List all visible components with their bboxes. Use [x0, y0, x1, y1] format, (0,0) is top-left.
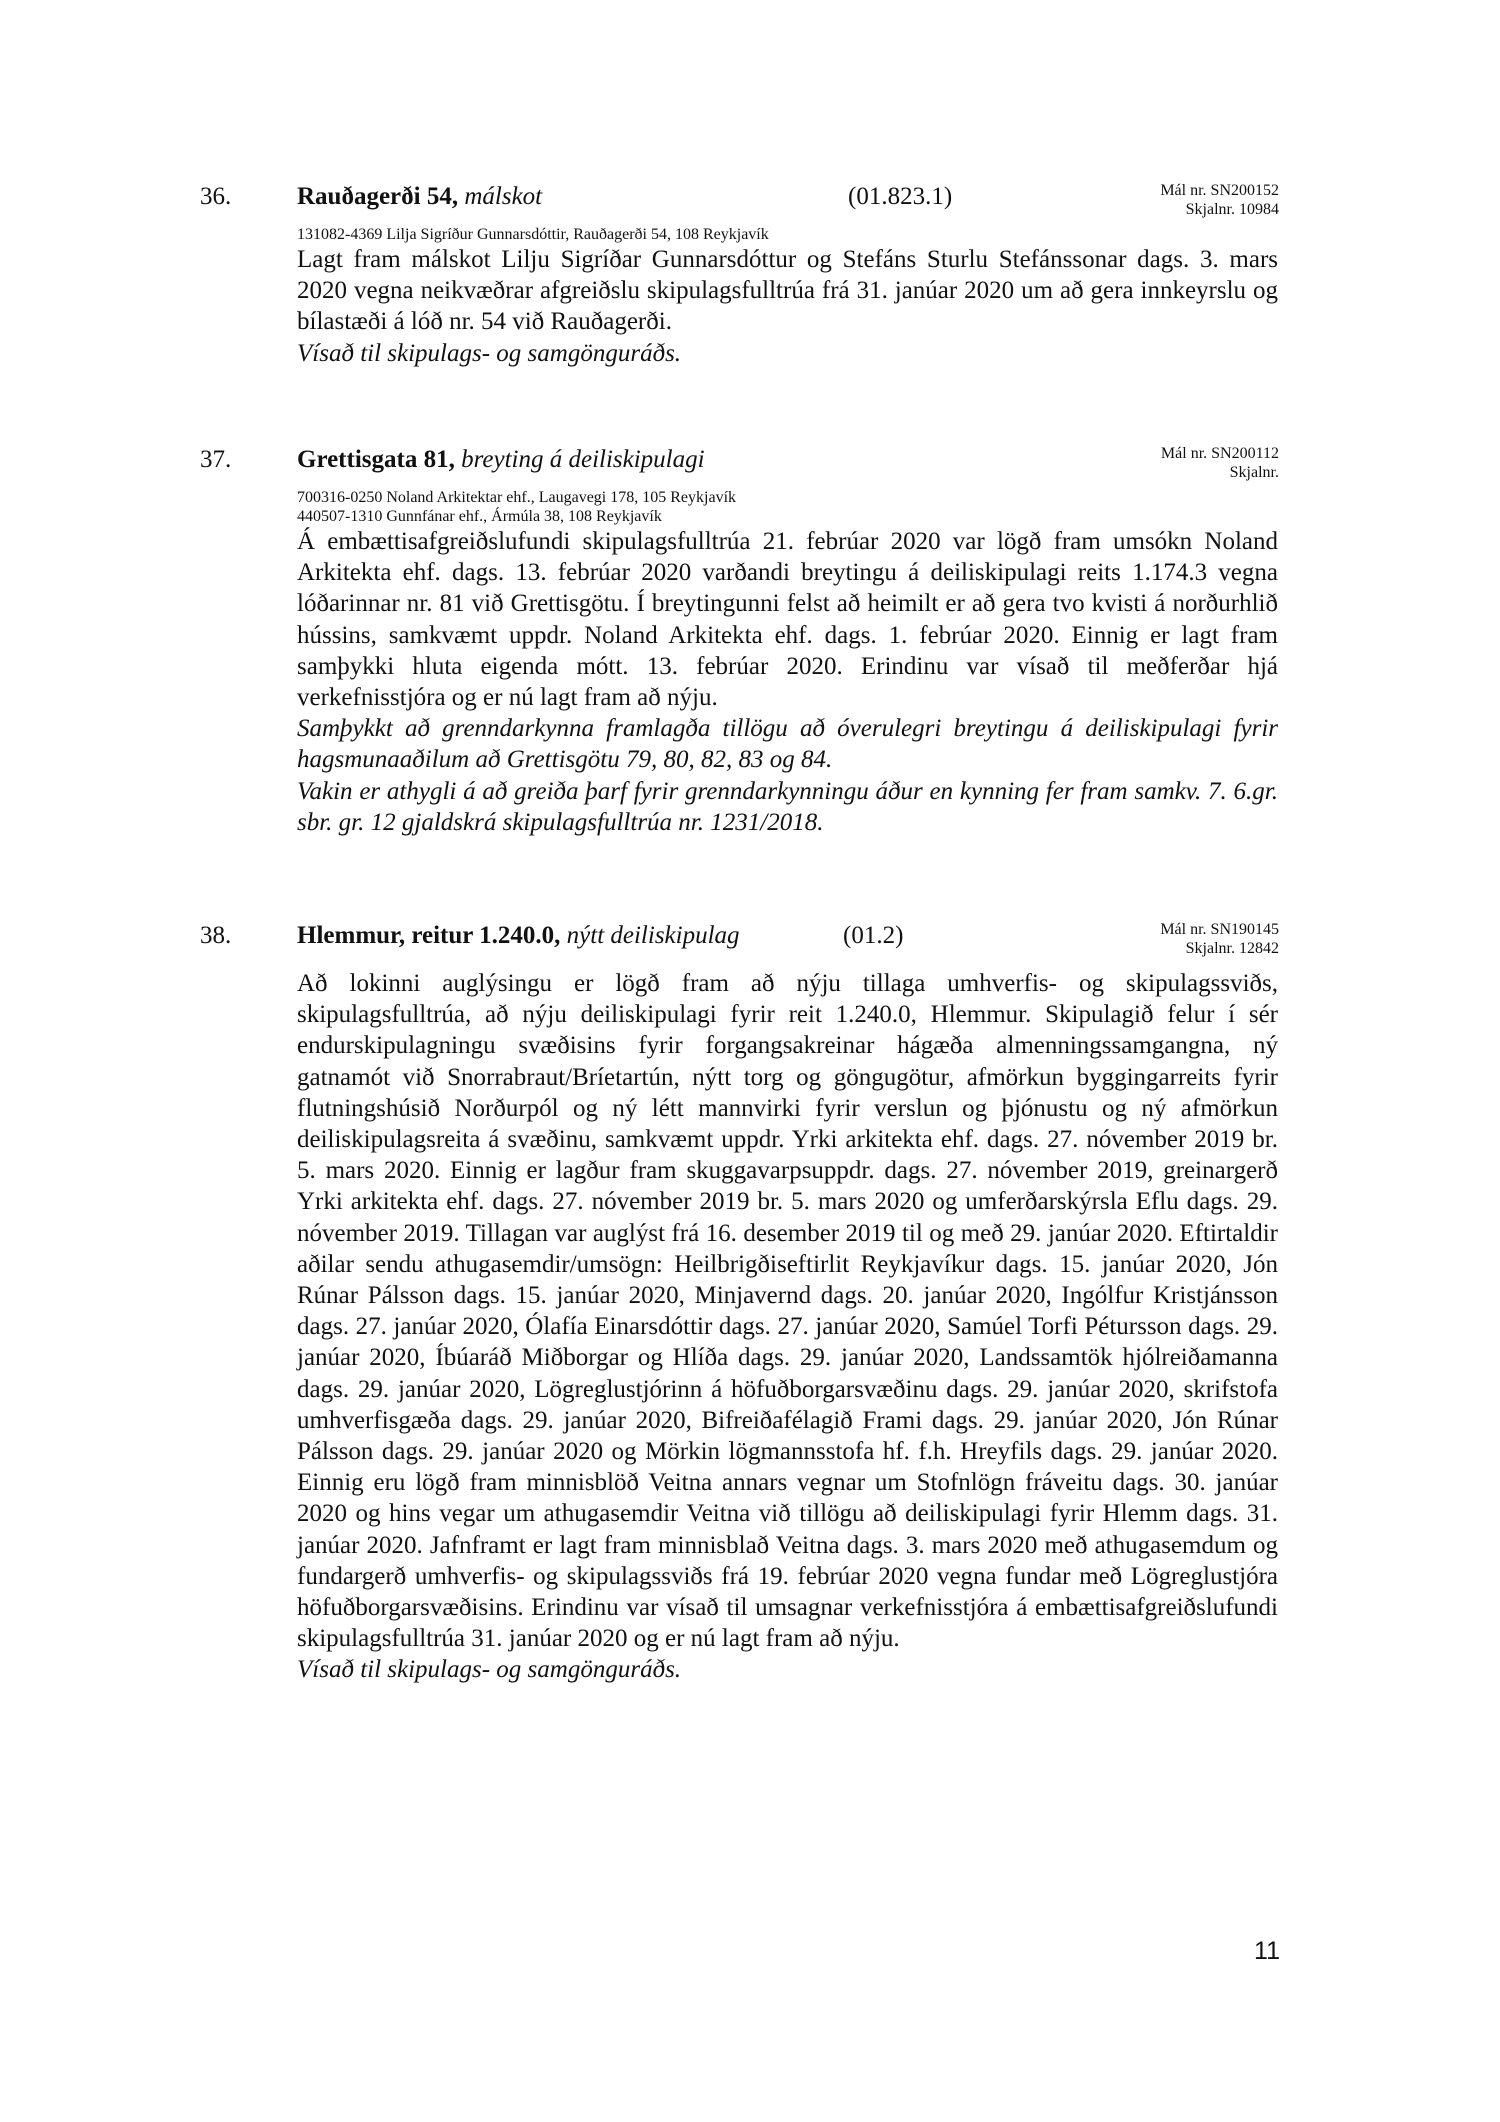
applicant: 700316-0250 Noland Arkitektar ehf., Laugavegi 178, 105 Reykjavík — [297, 489, 737, 506]
item-code: (01.823.1) — [848, 183, 953, 210]
item-title-address: Grettisgata 81, — [297, 446, 455, 473]
item-number: 36. — [200, 183, 232, 210]
item-number: 38. — [200, 922, 232, 949]
case-reference — [1161, 444, 1279, 482]
applicant: 440507-1310 Gunnfánar ehf., Ármúla 38, 108 Reykjavík — [297, 508, 662, 525]
agenda-item-37 — [0, 444, 1500, 838]
case-reference — [1160, 920, 1279, 958]
item-title — [297, 181, 542, 213]
item-description: Lagt fram málskot Lilju Sigríðar Gunnarsdóttur og Stefáns Sturlu Stefánssonar dags. 3. mars 2020 vegna neikvæðrar afgreiðslu skipulagsfulltrúa frá 31. janúar 2020 um að gera innkeyrslu og bílastæði á lóð nr. 54 við Rauðagerði. — [297, 246, 1278, 336]
item-title-subject: nýtt deiliskipulag — [566, 922, 740, 949]
case-number: Mál nr. SN190145 — [1160, 921, 1279, 938]
item-title — [297, 920, 740, 952]
item-title — [297, 444, 705, 476]
document-number: Skjalnr. — [1229, 464, 1279, 481]
case-number: Mál nr. SN200152 — [1160, 182, 1279, 199]
document-number: Skjalnr. 10984 — [1185, 201, 1279, 218]
item-decision: Vísað til skipulags- og samgönguráðs. — [297, 1656, 682, 1684]
item-number: 37. — [200, 446, 232, 473]
agenda-item-38 — [0, 920, 1500, 1686]
item-description: Á embættisafgreiðslufundi skipulagsfulltrúa 21. febrúar 2020 var lögð fram umsókn Noland Arkitekta ehf. dags. 13. febrúar 2020 varðandi breytingu á deiliskipulagi reits 1.174.3 vegna lóðarinnar nr. 81 við Grettisgötu. Í breytingunni felst að heimilt er að gera tvo kvisti á norðurhlið hússins, samkvæmt uppdr. Noland Arkitekta ehf. dags. 1. febrúar 2020. Einnig er lagt fram samþykki hluta eigenda mótt. 13. febrúar 2020. Erindinu var vísað til meðferðar hjá verkefnisstjóra og er nú lagt fram að nýju. — [297, 528, 1278, 712]
item-decision-note: Vakin er athygli á að greiða þarf fyrir grenndarkynningu áður en kynning fer fram samkv. 7. 6.gr. sbr. gr. 12 gjaldskrá skipulagsfulltrúa nr. 1231/2018. — [297, 777, 1278, 836]
applicant: 131082-4369 Lilja Sigríður Gunnarsdóttir, Rauðagerði 54, 108 Reykjavík — [297, 226, 769, 243]
document-number: Skjalnr. 12842 — [1185, 940, 1279, 957]
item-code: (01.2) — [843, 922, 904, 949]
case-reference — [1160, 181, 1279, 219]
item-description: Að lokinni auglýsingu er lögð fram að nýju tillaga umhverfis- og skipulagssviðs, skipulagsfulltrúa, að nýju deiliskipulagi fyrir reit 1.240.0, Hlemmur. Skipulagið felur í sér endurskipulagningu svæðisins fyrir forgangsakreinar hágæða almenningssamgangna, ný gatnamót við Snorrabraut/Bríetartún, nýtt torg og göngugötur, afmörkun byggingarreits fyrir flutningshúsið Norðurpól og ný létt mannvirki fyrir verslun og þjónustu og ný afmörkun deiliskipulagsreita á svæðinu, samkvæmt uppdr. Yrki arkitekta ehf. dags. 27. nóvember 2019 br. 5. mars 2020. Einnig er lagður fram skuggavarpsuppdr. dags. 27. nóvember 2019, greinargerð Yrki arkitekta ehf. dags. 27. nóvember 2019 br. 5. mars 2020 og umferðarskýrsla Eflu dags. 29. nóvember 2019. Tillagan var auglýst frá 16. desember 2019 til og með 29. janúar 2020. Eftirtaldir aðilar sendu athugasemdir/umsögn: Heilbrigðiseftirlit Reykjavíkur dags. 15. janúar 2020, Jón Rúnar Pálsson dags. 15. janúar 2020, Minjavernd dags. 20. janúar 2020, Ingólfur Kristjánsson dags. 27. janúar 2020, Ólafía Einarsdóttir dags. 27. janúar 2020, Samúel Torfi Pétursson dags. 29. janúar 2020, Íbúaráð Miðborgar og Hlíða dags. 29. janúar 2020, Landssamtök hjólreiðamanna dags. 29. janúar 2020, Lögreglustjórinn á höfuðborgarsvæðinu dags. 29. janúar 2020, skrifstofa umhverfisgæða dags. 29. janúar 2020, Bifreiðafélagið Frami dags. 29. janúar 2020, Jón Rúnar Pálsson dags. 29. janúar 2020 og Mörkin lögmannsstofa hf. f.h. Hreyfils dags. 29. janúar 2020. Einnig eru lögð fram minnisblöð Veitna annars vegnar um Stofnlögn fráveitu dags. 30. janúar 2020 og hins vegar um athugasemdir Veitna við tillögu að deiliskipulagi fyrir Hlemm dags. 31. janúar 2020. Jafnframt er lagt fram minnisblað Veitna dags. 3. mars 2020 með athugasemdum og fundargerð umhverfis- og skipulagssviðs frá 19. febrúar 2020 vegna fundar með Lögreglustjóra höfuðborgarsvæðisins. Erindinu var vísað til umsagnar verkefnisstjóra á embættisafgreiðslufundi skipulagsfulltrúa 31. janúar 2020 og er nú lagt fram að nýju. — [297, 970, 1278, 1653]
item-decision: Samþykkt að grenndarkynna framlagða tillögu að óverulegri breytingu á deiliskipulagi fyrir hagsmunaaðilum að Grettisgötu 79, 80, 82, 83 og 84. — [297, 715, 1278, 774]
item-decision: Vísað til skipulags- og samgönguráðs. — [297, 339, 682, 367]
agenda-item-36 — [0, 181, 1500, 369]
case-number: Mál nr. SN200112 — [1160, 445, 1279, 462]
item-title-subject: breyting á deiliskipulagi — [461, 446, 705, 473]
item-title-address: Rauðagerði 54, — [297, 183, 459, 210]
item-title-subject: málskot — [464, 183, 543, 210]
item-title-address: Hlemmur, reitur 1.240.0, — [297, 922, 561, 949]
page-number: 11 — [1254, 1937, 1280, 1965]
